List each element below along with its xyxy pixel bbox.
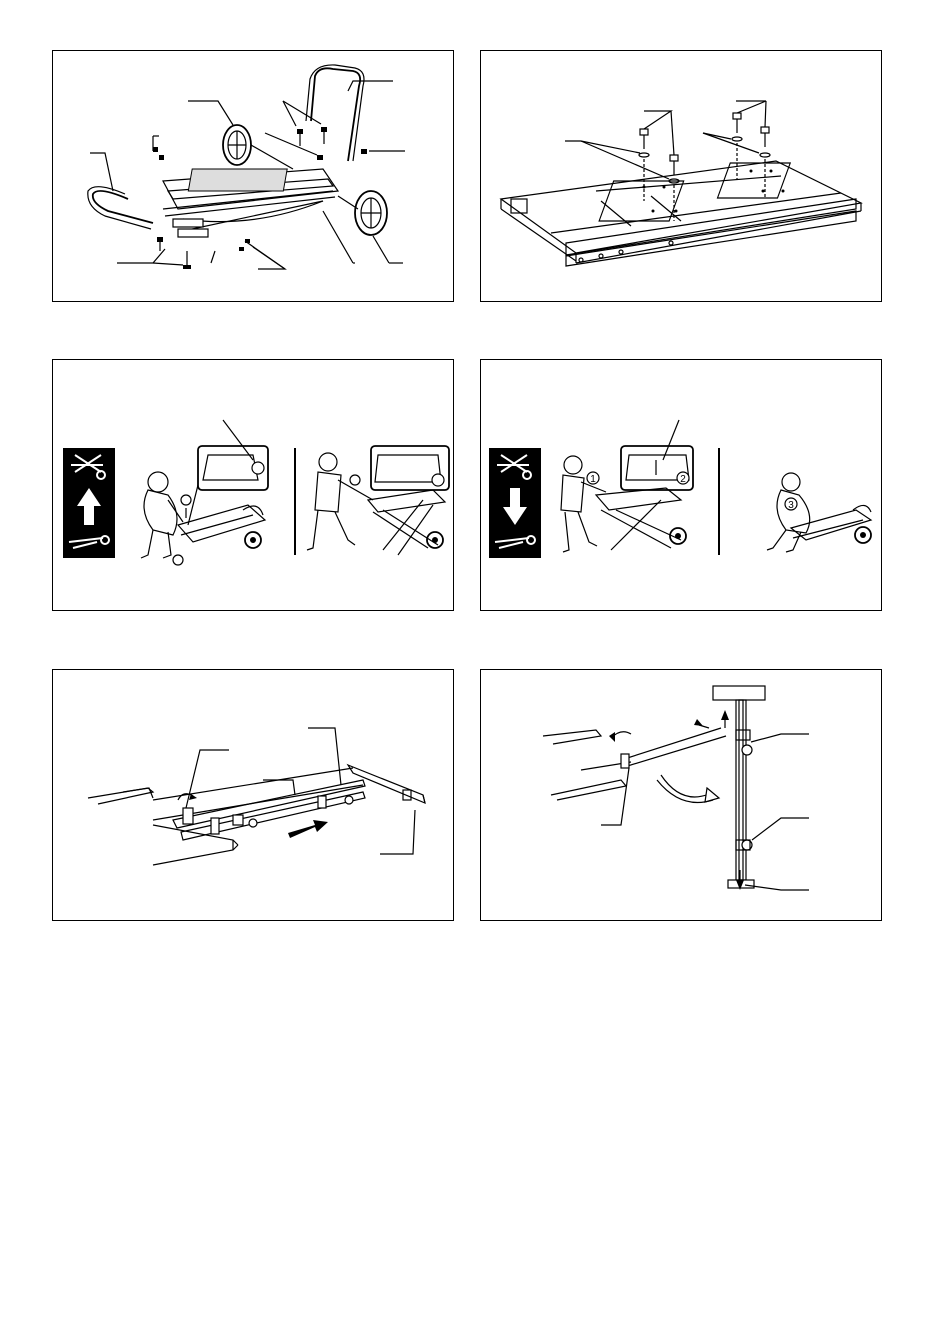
step-marker-1 <box>587 472 599 485</box>
stand-frame <box>163 169 338 237</box>
slide-arrow <box>288 820 328 838</box>
stand-folded <box>791 505 871 543</box>
figure-support-leg <box>480 669 882 921</box>
worker-figure <box>141 472 183 558</box>
wheel-top <box>223 125 293 169</box>
step-number: 1 <box>590 474 596 485</box>
leader-lines <box>186 728 415 854</box>
step-marker-2 <box>677 472 689 485</box>
lock-knob <box>178 794 197 824</box>
table-bolts-drawing <box>481 51 883 303</box>
figure-extension-rod <box>52 669 454 921</box>
figure-raise-stand <box>52 359 454 611</box>
support-leg-drawing <box>481 670 883 922</box>
step-marker-3 <box>785 498 797 511</box>
figure-lower-stand <box>480 359 882 611</box>
lower-stand-drawing <box>481 360 883 612</box>
detail-inset <box>371 446 449 490</box>
step-number: 2 <box>680 474 686 485</box>
table-frame <box>543 728 726 800</box>
step-marker <box>350 475 360 485</box>
direction-arrows <box>657 710 744 890</box>
step-number: 3 <box>788 500 794 511</box>
extension-rod-drawing <box>53 670 455 922</box>
raise-direction-icon <box>63 448 115 558</box>
raise-stand-drawing <box>53 360 455 612</box>
wheel-assembly-drawing <box>53 51 455 303</box>
step-marker <box>173 555 183 565</box>
support-leg <box>713 686 765 888</box>
detail-inset <box>188 420 268 525</box>
table-frame <box>501 161 861 266</box>
worker-figure <box>307 453 373 550</box>
stand-raised <box>368 490 445 555</box>
lower-direction-icon <box>489 448 541 558</box>
figure-wheel-assembly <box>52 50 454 302</box>
bolts <box>639 113 770 221</box>
worker-figure <box>561 456 606 552</box>
stand-raised <box>596 488 686 550</box>
worker-figure <box>767 473 810 552</box>
figure-table-bolts <box>480 50 882 302</box>
handle-left <box>93 191 153 223</box>
lock-knob <box>609 732 631 768</box>
step-marker <box>181 495 191 505</box>
leader-lines <box>601 734 809 890</box>
wheel-bottom <box>338 191 387 235</box>
